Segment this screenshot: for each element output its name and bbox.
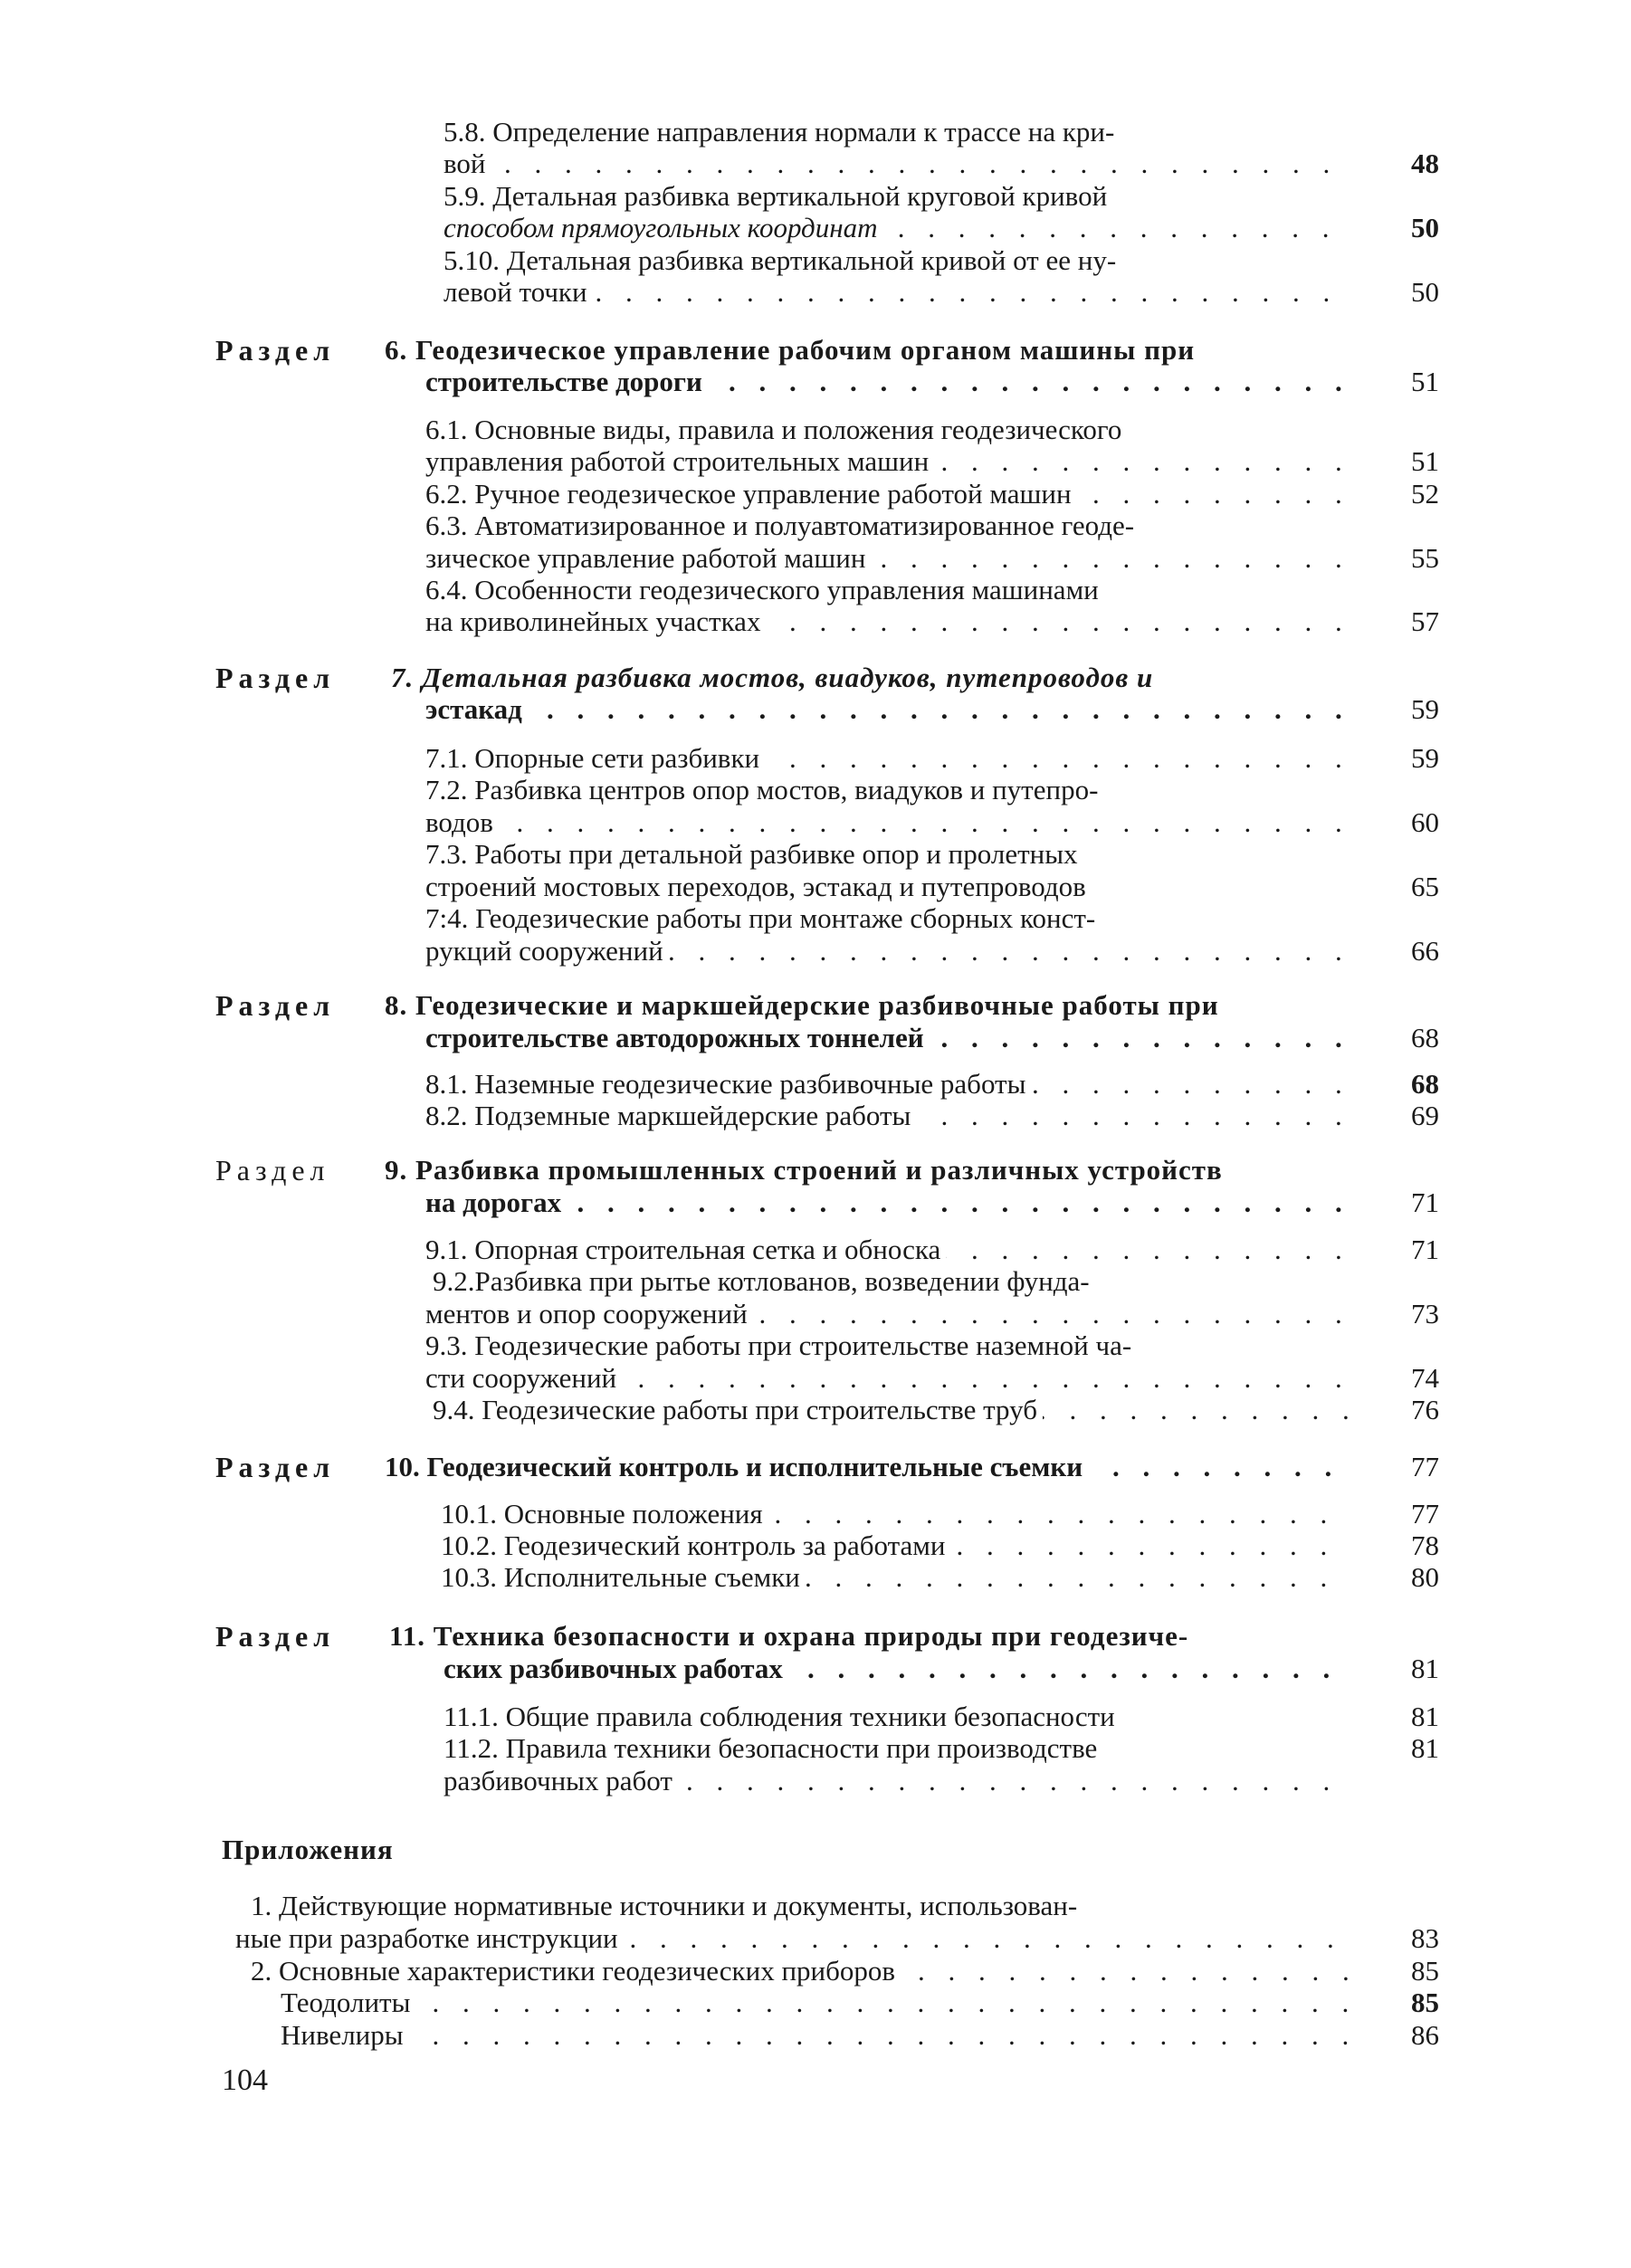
- toc-entry-9-2-line2: ментов и опор сооружений . . .: [425, 1298, 1349, 1330]
- toc-entry-5-8-line2: вой . . .: [444, 148, 1349, 180]
- section-9-title-line1: 9. Разбивка промышленных строений и различных устройств: [385, 1154, 1223, 1186]
- toc-page-6-3: 55: [1411, 542, 1439, 574]
- toc-entry-7-3-line2: строений мостовых переходов, эстакад и путепроводов: [425, 871, 1349, 903]
- section-label-9: Раздел: [215, 1154, 330, 1186]
- toc-page-9-3: 74: [1411, 1362, 1439, 1394]
- toc-entry-6-3-line1: 6.3. Автоматизированное и полуавтоматизированное геоде-: [425, 510, 1349, 542]
- toc-entry-9-2-line1: 9.2.Разбивка при рытье котлованов, возведении фунда-: [433, 1265, 1349, 1298]
- section-label-10: Раздел: [215, 1451, 336, 1483]
- section-label-7: Раздел: [215, 662, 336, 694]
- toc-page-7-3: 65: [1411, 871, 1439, 902]
- section-6-title-line1: 6. Геодезическое управление рабочим органом машины при: [385, 334, 1196, 366]
- section-8-title-line2: строительстве автодорожных тоннелей . . .: [425, 1022, 1349, 1054]
- toc-entry-5-8-line1: 5.8. Определение направления нормали к трассе на кри-: [444, 116, 1349, 148]
- page-number: 104: [222, 2063, 268, 2097]
- toc-entry-6-1-line2: управления работой строительных машин . . .: [425, 445, 1349, 478]
- toc-page-8-2: 69: [1411, 1100, 1439, 1131]
- toc-entry-11-2-line1: 11.2. Правила техники безопасности при производстве: [444, 1732, 1349, 1765]
- toc-entry-5-10-line1: 5.10. Детальная разбивка вертикальной кривой от ее ну-: [444, 244, 1349, 277]
- section-6-title-line2: строительстве дороги . . .: [425, 366, 1349, 398]
- toc-page-11-2: 81: [1411, 1732, 1439, 1764]
- appendix-item-theodolites: Теодолиты . . .: [281, 1987, 1349, 2019]
- toc-page-section-8: 68: [1411, 1022, 1439, 1053]
- toc-page-5-9: 50: [1411, 212, 1439, 243]
- section-label-6: Раздел: [215, 334, 336, 367]
- toc-entry-10-2: 10.2. Геодезический контроль за работами . . .: [441, 1529, 1349, 1562]
- toc-page-appendix-1: 83: [1411, 1922, 1439, 1954]
- toc-entry-7-1: 7.1. Опорные сети разбивки . . .: [425, 742, 1349, 775]
- toc-page-5-8: 48: [1411, 148, 1439, 179]
- toc-entry-6-4-line2: на криволинейных участках . . .: [425, 605, 1349, 638]
- toc-entry-7-4-line1: 7:4. Геодезические работы при монтаже сборных конст-: [425, 902, 1349, 935]
- toc-entry-10-1: 10.1. Основные положения . . .: [441, 1498, 1349, 1530]
- toc-entry-10-3: 10.3. Исполнительные съемки . . .: [441, 1561, 1349, 1594]
- toc-entry-6-2: 6.2. Ручное геодезическое управление работой машин . . .: [425, 478, 1349, 510]
- toc-page-section-11: 81: [1411, 1653, 1439, 1684]
- appendix-item-levels: Нивелиры . . .: [281, 2019, 1349, 2052]
- toc-page-6-4: 57: [1411, 605, 1439, 637]
- toc-page-appendix-2: 85: [1411, 1955, 1439, 1987]
- section-10-title: 10. Геодезический контроль и исполнительные съемки . . .: [385, 1451, 1349, 1483]
- appendix-item-1-line2: ные при разработке инструкции . . .: [235, 1922, 1349, 1955]
- toc-entry-9-3-line2: сти сооружений . . .: [425, 1362, 1349, 1395]
- section-9-title-line2: на дорогах . . .: [425, 1186, 1349, 1219]
- toc-entry-9-1: 9.1. Опорная строительная сетка и обноска . . .: [425, 1234, 1349, 1266]
- toc-page-10-3: 80: [1411, 1561, 1439, 1593]
- section-label-11: Раздел: [215, 1620, 336, 1653]
- toc-entry-5-9-line2: способом прямоугольных координат . . .: [444, 212, 1349, 244]
- toc-entry-11-2-line2: разбивочных работ . . .: [444, 1765, 1349, 1797]
- toc-page-9-2: 73: [1411, 1298, 1439, 1329]
- toc-page-6-1: 51: [1411, 445, 1439, 477]
- section-label-8: Раздел: [215, 989, 336, 1022]
- appendix-heading: Приложения: [222, 1834, 394, 1865]
- appendix-item-2: 2. Основные характеристики геодезических приборов . . .: [251, 1955, 1349, 1987]
- toc-page-section-6: 51: [1411, 366, 1439, 397]
- appendix-item-1-line1: 1. Действующие нормативные источники и документы, использован-: [251, 1890, 1349, 1922]
- toc-page-10-1: 77: [1411, 1498, 1439, 1529]
- toc-entry-9-4: 9.4. Геодезические работы при строительстве труб . . .: [433, 1394, 1349, 1426]
- toc-page-section-7: 59: [1411, 693, 1439, 725]
- toc-entry-5-10-line2: левой точки . . .: [444, 276, 1349, 309]
- toc-page-7-2: 60: [1411, 806, 1439, 838]
- toc-entry-9-3-line1: 9.3. Геодезические работы при строительстве наземной ча-: [425, 1329, 1349, 1362]
- toc-page-section-9: 71: [1411, 1186, 1439, 1218]
- toc-entry-6-3-line2: зическое управление работой машин . . .: [425, 542, 1349, 575]
- toc-page-levels: 86: [1411, 2019, 1439, 2051]
- toc-entry-6-1-line1: 6.1. Основные виды, правила и положения геодезического: [425, 414, 1349, 446]
- toc-page-7-1: 59: [1411, 742, 1439, 774]
- section-8-title-line1: 8. Геодезические и маркшейдерские разбивочные работы при: [385, 989, 1219, 1021]
- toc-entry-11-1: 11.1. Общие правила соблюдения техники безопасности: [444, 1701, 1349, 1733]
- toc-page-11-1: 81: [1411, 1701, 1439, 1732]
- toc-entry-7-2-line1: 7.2. Разбивка центров опор мостов, виадуков и путепро-: [425, 774, 1349, 806]
- section-7-title-line1: 7. Детальная разбивка мостов, виадуков, путепроводов и: [391, 662, 1154, 693]
- toc-page-5-10: 50: [1411, 276, 1439, 308]
- toc-entry-5-9-line1: 5.9. Детальная разбивка вертикальной круговой кривой: [444, 180, 1349, 213]
- section-7-title-line2: эстакад . . .: [425, 693, 1349, 726]
- toc-page-section-10: 77: [1411, 1451, 1439, 1482]
- toc-page-9-1: 71: [1411, 1234, 1439, 1265]
- toc-page-8-1: 68: [1411, 1068, 1439, 1100]
- toc-entry-7-4-line2: рукций сооружений . . .: [425, 935, 1349, 967]
- toc-page-6-2: 52: [1411, 478, 1439, 510]
- toc-page-9-4: 76: [1411, 1394, 1439, 1425]
- toc-page-theodolites: 85: [1411, 1987, 1439, 2018]
- section-11-title-line1: 11. Техника безопасности и охрана природы при геодезиче-: [389, 1620, 1189, 1652]
- toc-entry-8-2: 8.2. Подземные маркшейдерские работы . . .: [425, 1100, 1349, 1132]
- toc-page-10-2: 78: [1411, 1529, 1439, 1561]
- toc-entry-6-4-line1: 6.4. Особенности геодезического управления машинами: [425, 574, 1349, 606]
- toc-entry-7-2-line2: водов . . .: [425, 806, 1349, 839]
- toc-entry-8-1: 8.1. Наземные геодезические разбивочные работы . . .: [425, 1068, 1349, 1101]
- toc-entry-7-3-line1: 7.3. Работы при детальной разбивке опор и пролетных: [425, 838, 1349, 871]
- section-11-title-line2: ских разбивочных работах . . .: [444, 1653, 1349, 1685]
- toc-page-7-4: 66: [1411, 935, 1439, 967]
